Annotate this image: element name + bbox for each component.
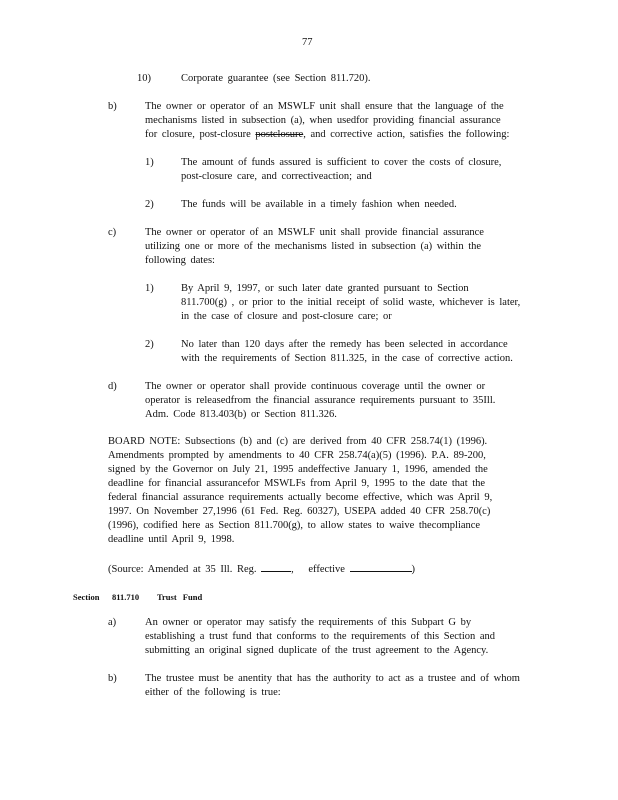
- list-label: 2): [145, 199, 154, 210]
- board-note-line: (1996), codified here as Section 811.700(g), to allow states to waive thecompliance: [108, 520, 481, 531]
- paragraph-line: An owner or operator may satisfy the requirements of this Subpart G by: [145, 617, 472, 628]
- source-note: [108, 561, 415, 577]
- section-label: a): [108, 617, 117, 628]
- paragraph-line: The owner or operator of an MSWLF unit shall ensure that the language of the: [145, 101, 504, 112]
- paragraph-line: following dates:: [145, 255, 215, 266]
- text-run: for closure, post-closure: [145, 129, 251, 140]
- paragraph-line: The owner or operator shall provide continuous coverage until the owner or: [145, 381, 486, 392]
- list-label: 2): [145, 339, 154, 350]
- source-close: ): [411, 564, 416, 575]
- list-item-text: Corporate guarantee (see Section 811.720).: [181, 73, 371, 84]
- paragraph-line: No later than 120 days after the remedy has been selected in accordance: [181, 339, 508, 350]
- section-heading-title: Trust Fund: [157, 592, 203, 602]
- paragraph-line: with the requirements of Section 811.325, in the case of corrective action.: [181, 353, 513, 364]
- paragraph-line: The funds will be available in a timely fashion when needed.: [181, 199, 457, 210]
- paragraph-line: in the case of closure and post-closure care; or: [181, 311, 392, 322]
- paragraph-line: mechanisms listed in subsection (a), when usedfor providing financial assurance: [145, 115, 501, 126]
- paragraph-line: submitting an original signed duplicate of the trust agreement to the Agency.: [145, 645, 489, 656]
- paragraph-line: The amount of funds assured is sufficient to cover the costs of closure,: [181, 157, 502, 168]
- paragraph-line: [145, 128, 509, 142]
- blank-line: [261, 561, 291, 572]
- board-note-line: BOARD NOTE: Subsections (b) and (c) are derived from 40 CFR 258.74(1) (1996).: [108, 436, 488, 447]
- paragraph-line: 811.700(g) , or prior to the initial receipt of solid waste, whichever is later,: [181, 297, 521, 308]
- text-run: , and corrective action, satisfies the following:: [303, 129, 510, 140]
- paragraph-line: Adm. Code 813.403(b) or Section 811.326.: [145, 409, 337, 420]
- source-text: (Source: Amended at 35 Ill. Reg.: [108, 564, 257, 575]
- paragraph-line: utilizing one or more of the mechanisms listed in subsection (a) within the: [145, 241, 482, 252]
- section-label: c): [108, 227, 117, 238]
- source-effective: effective: [308, 564, 345, 575]
- paragraph-line: The trustee must be anentity that has the authority to act as a trustee and of whom: [145, 673, 520, 684]
- section-label: b): [108, 673, 117, 684]
- paragraph-line: post-closure care, and correctiveaction; and: [181, 171, 372, 182]
- paragraph-line: either of the following is true:: [145, 687, 281, 698]
- list-label: 1): [145, 283, 154, 294]
- list-label: 1): [145, 157, 154, 168]
- section-label: d): [108, 381, 117, 392]
- paragraph-line: By April 9, 1997, or such later date granted pursuant to Section: [181, 283, 469, 294]
- section-heading-label: Section: [73, 592, 100, 602]
- board-note-line: 1997. On November 27,1996 (61 Fed. Reg. 60327), USEPA added 40 CFR 258.70(c): [108, 506, 491, 517]
- board-note-line: federal financial assurance requirements actually become effective, which was April 9,: [108, 492, 493, 503]
- paragraph-line: operator is releasedfrom the financial assurance requirements pursuant to 35Ill.: [145, 395, 496, 406]
- section-label: b): [108, 101, 117, 112]
- paragraph-line: The owner or operator of an MSWLF unit shall provide financial assurance: [145, 227, 484, 238]
- blank-line: [350, 561, 412, 572]
- section-heading-number: 811.710: [112, 592, 140, 602]
- board-note-line: Amendments prompted by amendments to 40 CFR 258.74(a)(5) (1996). P.A. 89-200,: [108, 450, 486, 461]
- board-note-line: deadline for financial assurancefor MSWLFs from April 9, 1995 to the date that the: [108, 478, 486, 489]
- struck-text: postclosure: [255, 129, 304, 140]
- paragraph-line: establishing a trust fund that conforms to the requirements of this Section and: [145, 631, 496, 642]
- page-number: 77: [302, 37, 313, 48]
- board-note-line: deadline until April 9, 1998.: [108, 534, 235, 545]
- list-label: 10): [137, 73, 151, 84]
- source-comma: ,: [291, 564, 294, 575]
- board-note-line: signed by the Governor on July 21, 1995 andeffective January 1, 1996, amended the: [108, 464, 488, 475]
